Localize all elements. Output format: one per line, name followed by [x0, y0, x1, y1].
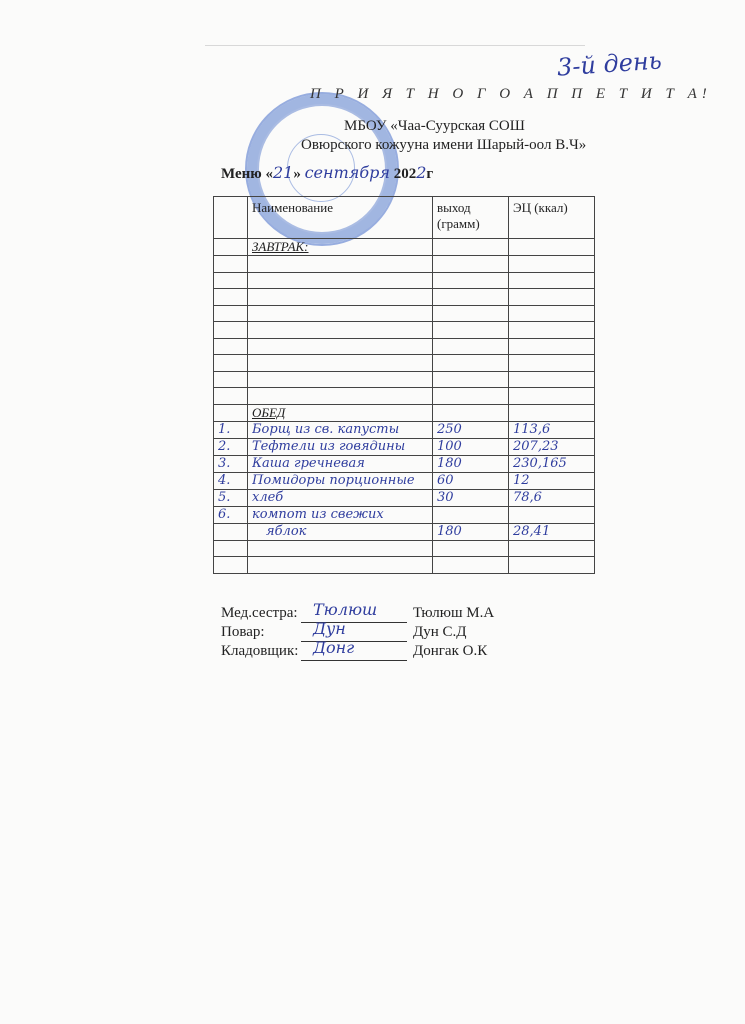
page-top-rule: [205, 45, 585, 46]
lunch-section-row: [214, 404, 595, 421]
signature-row: [221, 638, 494, 661]
signature-scrawl: Тюлюш: [313, 600, 378, 619]
signatures-block: [221, 600, 495, 661]
table-row: [214, 438, 595, 455]
signature-line: [301, 638, 407, 661]
table-row: [214, 305, 595, 322]
dish-weight: 60: [437, 472, 454, 488]
dish-weight: 100: [437, 438, 462, 454]
menu-month: сентября: [304, 163, 390, 182]
table-row: [214, 523, 595, 540]
greeting-heading: П Р И Я Т Н О Г О А П П Е Т И Т А!: [310, 86, 712, 102]
dish-name: хлеб: [252, 489, 284, 505]
school-name-line2: Овюрского кожууна имени Шарый-оол В.Ч»: [301, 137, 587, 153]
signature-role: Кладовщик:: [221, 643, 299, 659]
table-row: [214, 472, 595, 489]
signatory-name: Донгак О.К: [413, 643, 488, 659]
dish-kcal: 78,6: [513, 489, 542, 505]
dish-name: Помидоры порционные: [252, 472, 415, 488]
table-row: [214, 421, 595, 438]
dish-weight: 180: [437, 523, 462, 539]
dish-kcal: 230,165: [513, 455, 567, 471]
signatory-name: Тюлюш М.А: [413, 605, 495, 621]
menu-mid: »: [293, 166, 305, 182]
table-row: [214, 256, 595, 273]
signatory-name: Дун С.Д: [413, 624, 467, 640]
signature-row: [221, 619, 494, 642]
table-row: [214, 322, 595, 339]
dish-weight: 180: [437, 455, 462, 471]
lunch-label: ОБЕД: [252, 404, 286, 420]
header-weight: выход (грамм): [433, 197, 509, 239]
dish-name: Тефтели из говядины: [252, 438, 406, 454]
row-number: 6.: [218, 506, 231, 522]
table-row: [214, 289, 595, 306]
table-row: [214, 338, 595, 355]
dish-name: Борщ из св. капусты: [252, 421, 400, 437]
day-note: 3-й день: [556, 46, 663, 82]
breakfast-section-row: [214, 239, 595, 256]
dish-kcal: 28,41: [513, 523, 551, 539]
table-row: [214, 272, 595, 289]
signature-role: Повар:: [221, 624, 265, 640]
table-row: [214, 540, 595, 557]
dish-weight: 30: [437, 489, 454, 505]
dish-name: Каша гречневая: [252, 455, 365, 471]
menu-day: 21: [272, 163, 294, 182]
breakfast-label: ЗАВТРАК:: [252, 239, 309, 254]
signature-row: [221, 600, 495, 623]
row-number: 2.: [218, 438, 231, 454]
table-row: [214, 355, 595, 372]
row-number: 1.: [218, 421, 231, 437]
header-name: Наименование: [248, 197, 433, 239]
row-number: 3.: [218, 455, 231, 471]
table-header-row: [214, 197, 595, 239]
header-number: [214, 197, 248, 239]
table-row: [214, 388, 595, 405]
signature-scrawl: Дун: [313, 619, 346, 638]
table-row: [214, 557, 595, 574]
header-kcal: ЭЦ (ккал): [509, 197, 595, 239]
dish-name: яблок: [266, 523, 307, 539]
dish-kcal: 113,6: [513, 421, 551, 437]
menu-year-prefix: 202: [389, 166, 417, 182]
row-number: 4.: [218, 472, 231, 488]
signature-scrawl: Донг: [313, 638, 355, 657]
signature-role: Мед.сестра:: [221, 605, 298, 621]
menu-date-line: [221, 163, 433, 183]
dish-name: компот из свежих: [252, 506, 384, 522]
table-row: [214, 489, 595, 506]
school-name-line1: МБОУ «Чаа-Суурская СОШ: [344, 118, 525, 134]
dish-kcal: 207,23: [513, 438, 559, 454]
table-row: [214, 371, 595, 388]
menu-year-digit: 2: [416, 163, 427, 182]
menu-prefix: Меню «: [221, 166, 273, 182]
row-number: 5.: [218, 489, 231, 505]
table-row: [214, 506, 595, 523]
table-row: [214, 455, 595, 472]
menu-year-end: г: [426, 166, 434, 182]
menu-table: [213, 196, 595, 574]
dish-kcal: 12: [513, 472, 530, 488]
dish-weight: 250: [437, 421, 462, 437]
